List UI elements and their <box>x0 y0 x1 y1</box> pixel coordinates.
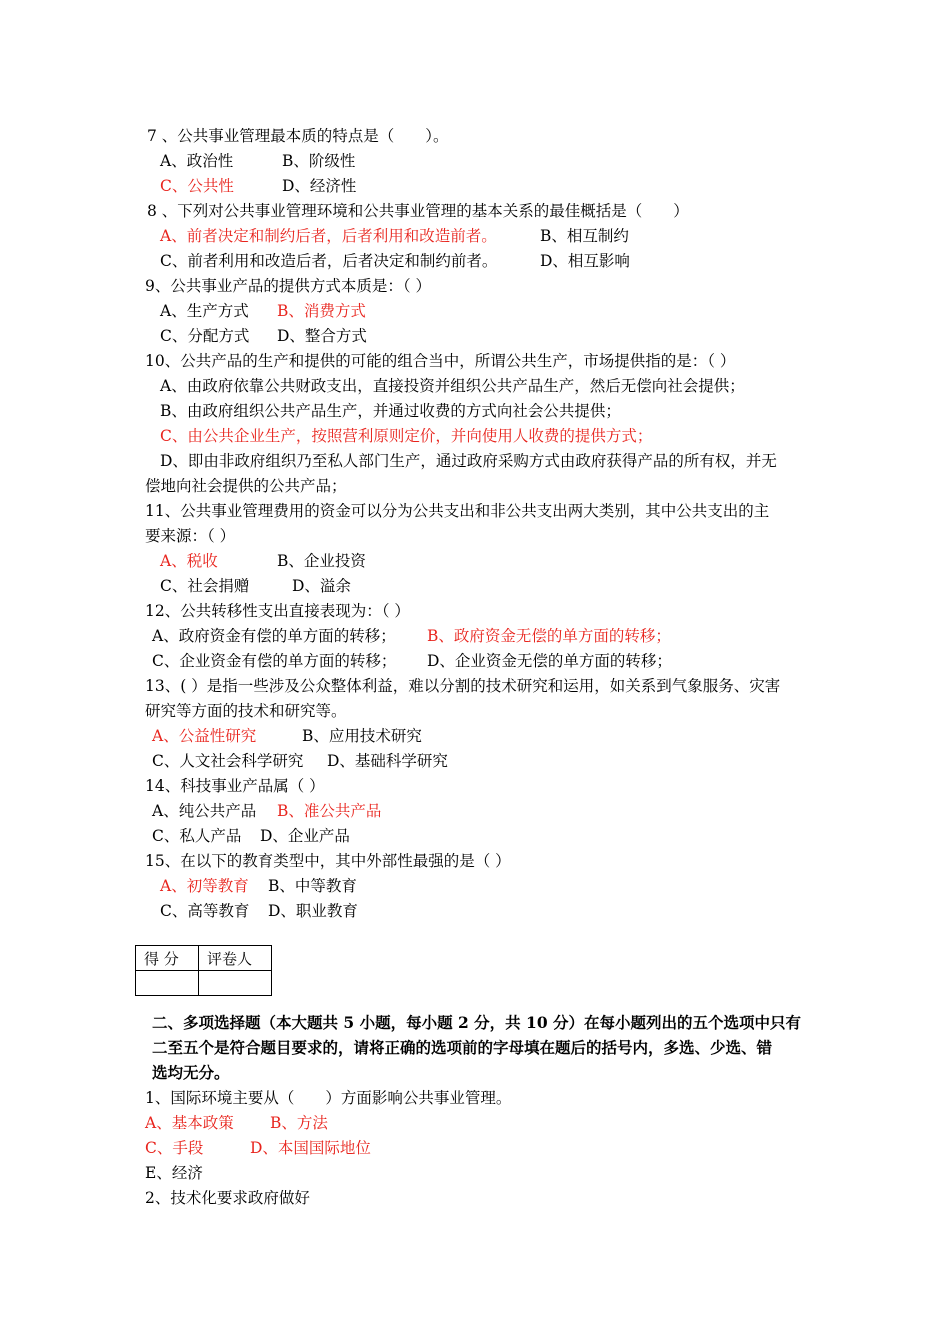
answer-option: D、本国国际地位 <box>250 1139 371 1157</box>
question-stem: 12、公共转移性支出直接表现为：（ ） <box>145 602 410 620</box>
answer-option: C、由公共企业生产，按照营利原则定价，并向使用人收费的提供方式； <box>160 427 653 445</box>
answer-option: A、前者决定和制约后者，后者利用和改造前者。 <box>160 227 497 245</box>
option: B、由政府组织公共产品生产，并通过收费的方式向社会公共提供； <box>160 402 621 420</box>
question-stem: 14、科技事业产品属（ ） <box>145 777 325 795</box>
answer-option: C、手段 <box>145 1139 204 1157</box>
question-stem: 13、( ）是指一些涉及公众整体利益，难以分割的技术研究和运用，如关系到气象服务、灾害 <box>145 677 781 695</box>
option: C、高等教育 <box>160 902 250 920</box>
score-cell <box>136 971 199 996</box>
question-stem: 11、公共事业管理费用的资金可以分为公共支出和非公共支出两大类别，其中公共支出的主 <box>145 502 770 520</box>
option: D、溢余 <box>292 577 351 595</box>
answer-option: B、政府资金无偿的单方面的转移； <box>427 627 671 645</box>
grader-cell <box>199 971 272 996</box>
option: D、经济性 <box>282 177 357 195</box>
option: D、整合方式 <box>277 327 367 345</box>
answer-option: A、税收 <box>160 552 218 570</box>
option: A、由政府依靠公共财政支出，直接投资并组织公共产品生产，然后无偿向社会提供； <box>160 377 745 395</box>
option: C、企业资金有偿的单方面的转移； <box>152 652 397 670</box>
option: B、应用技术研究 <box>302 727 422 745</box>
option: D、企业产品 <box>260 827 350 845</box>
option: E、经济 <box>145 1164 203 1182</box>
section-heading: 二、多项选择题（本大题共 5 小题，每小题 2 分，共 10 分）在每小题列出的五个选项中只有 <box>152 1013 802 1032</box>
option: D、即由非政府组织乃至私人部门生产，通过政府采购方式由政府获得产品的所有权，并无 <box>160 452 777 470</box>
option: C、分配方式 <box>160 327 250 345</box>
option: B、企业投资 <box>277 552 366 570</box>
question-stem: 10、公共产品的生产和提供的可能的组合当中，所谓公共生产，市场提供指的是：（ ） <box>145 352 736 370</box>
question-stem: 15、在以下的教育类型中，其中外部性最强的是（ ） <box>145 852 511 870</box>
question-stem-continued: 研究等方面的技术和研究等。 <box>145 702 347 720</box>
question-stem: 9、公共事业产品的提供方式本质是：（ ） <box>145 277 432 295</box>
option-continued: 偿地向社会提供的公共产品； <box>145 477 347 495</box>
section-heading-line2: 二至五个是符合题目要求的，请将正确的选项前的字母填在题后的括号内，多选、少选、错 <box>152 1038 773 1057</box>
question-stem: 7 、公共事业管理最本质的特点是（ ）。 <box>147 127 449 145</box>
option: D、基础科学研究 <box>327 752 448 770</box>
option: A、生产方式 <box>160 302 249 320</box>
option: A、政府资金有偿的单方面的转移； <box>152 627 396 645</box>
answer-option: A、公益性研究 <box>152 727 257 745</box>
option: D、职业教育 <box>268 902 358 920</box>
question-stem: 2、技术化要求政府做好 <box>145 1189 310 1207</box>
option: A、纯公共产品 <box>152 802 257 820</box>
question-stem: 1、国际环境主要从（ ）方面影响公共事业管理。 <box>145 1089 512 1107</box>
question-stem: 8 、下列对公共事业管理环境和公共事业管理的基本关系的最佳概括是（ ） <box>147 202 689 220</box>
option: D、相互影响 <box>540 252 630 270</box>
option: C、前者利用和改造后者，后者决定和制约前者。 <box>160 252 498 270</box>
answer-option: A、基本政策 <box>145 1114 234 1132</box>
answer-option: C、公共性 <box>160 177 234 195</box>
answer-option: A、初等教育 <box>160 877 249 895</box>
option: C、私人产品 <box>152 827 242 845</box>
answer-option: B、准公共产品 <box>277 802 382 820</box>
answer-option: B、消费方式 <box>277 302 366 320</box>
option: D、企业资金无偿的单方面的转移； <box>427 652 672 670</box>
option: A、政治性 <box>160 152 234 170</box>
grader-header: 评卷人 <box>199 946 272 971</box>
answer-option: B、方法 <box>270 1114 328 1132</box>
question-stem-continued: 要来源：（ ） <box>145 527 236 545</box>
score-table <box>135 945 272 996</box>
option: B、相互制约 <box>540 227 629 245</box>
score-header: 得 分 <box>136 946 199 971</box>
section-heading-line3: 选均无分。 <box>152 1063 230 1082</box>
option: B、阶级性 <box>282 152 356 170</box>
option: C、社会捐赠 <box>160 577 250 595</box>
option: B、中等教育 <box>268 877 357 895</box>
option: C、人文社会科学研究 <box>152 752 304 770</box>
